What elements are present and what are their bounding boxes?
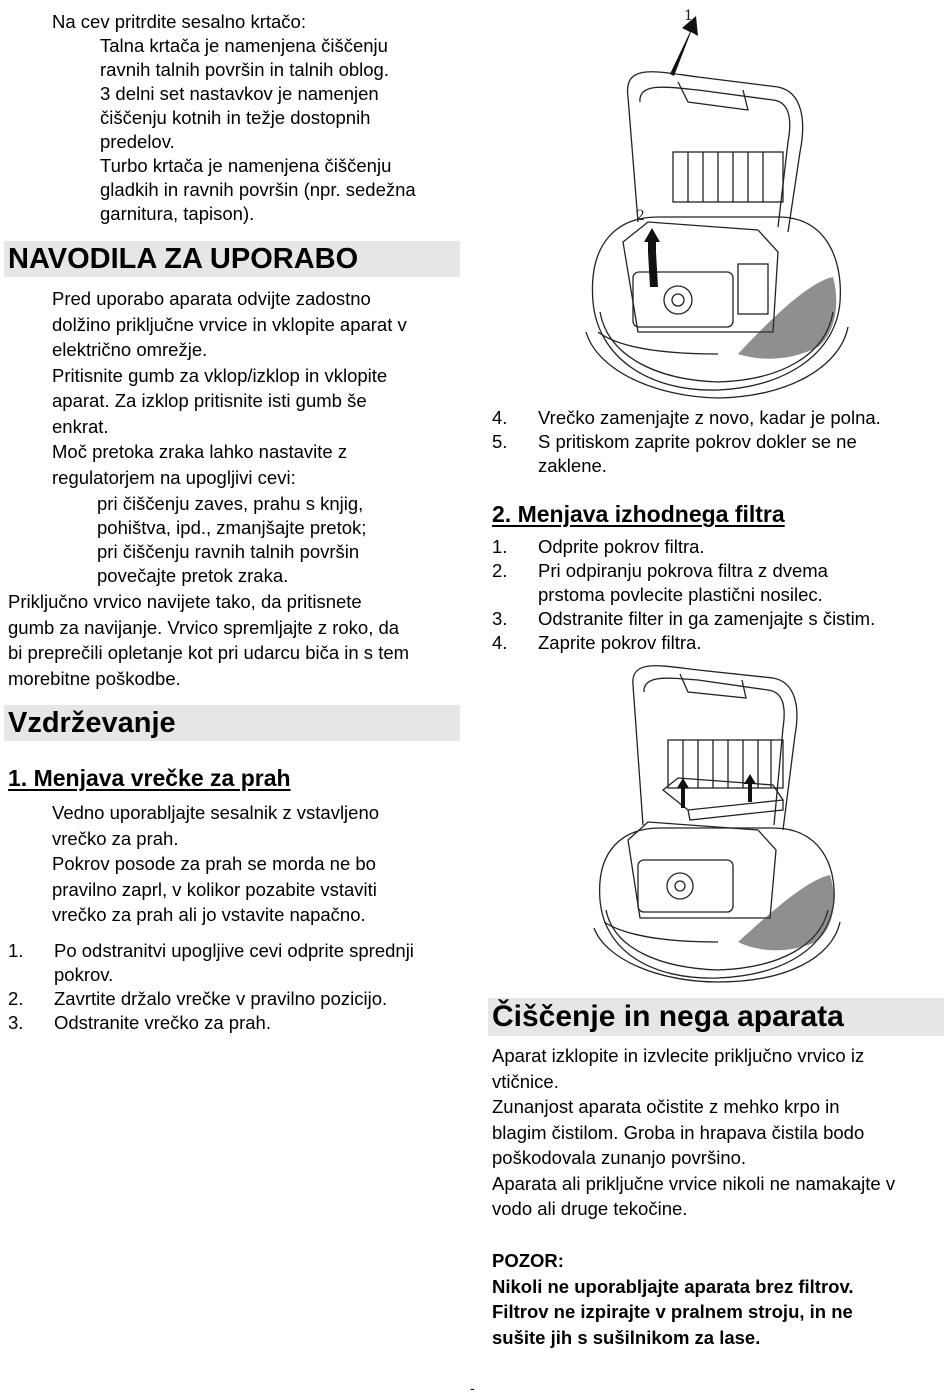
step-number: 3. (492, 608, 508, 629)
page-number: - (470, 1380, 475, 1396)
text-line: Priključno vrvico navijete tako, da pritisnete (8, 591, 362, 612)
usage-text (52, 286, 407, 490)
text-line: Zunanjost aparata očistite z mehko krpo in (492, 1096, 840, 1117)
warning-title: POZOR: (492, 1250, 564, 1271)
text-line: Pokrov posode za prah se morda ne bo (52, 853, 376, 874)
text-line: sušite jih s sušilnikom za lase. (492, 1326, 761, 1348)
text-line: regulatorjem na upogljivi cevi: (52, 466, 296, 488)
step-number: 1. (8, 940, 24, 961)
arrow-label: 1 (684, 8, 693, 24)
step-number: 5. (492, 431, 508, 452)
intro-line: Na cev pritrdite sesalno krtačo: (52, 11, 306, 32)
step-number: 1. (492, 536, 508, 557)
text-line: prstoma povlecite plastični nosilec. (538, 584, 823, 605)
text-line: pohištva, ipd., zmanjšajte pretok; (97, 517, 367, 538)
warning-block (492, 1248, 854, 1350)
bag-heading: 1. Menjava vrečke za prah (8, 765, 291, 791)
text-line: Po odstranitvi upogljive cevi odprite sprednji (54, 940, 414, 961)
text-line: čiščenju kotnih in težje dostopnih (100, 107, 371, 128)
text-line: enkrat. (52, 415, 109, 437)
text-line: 3 delni set nastavkov je namenjen (100, 83, 379, 104)
step-number: 4. (492, 407, 508, 428)
text-line: Vedno uporabljajte sesalnik z vstavljeno (52, 802, 380, 823)
text-line: aparat. Za izklop pritisnite isti gumb še (52, 390, 367, 411)
text-line: dolžino priključne vrvice in vklopite aparat v (52, 313, 407, 335)
arrow-label: 2 (636, 208, 645, 224)
text-line: Vrečko zamenjajte z novo, kadar je polna. (538, 407, 881, 428)
filter-heading: 2. Menjava izhodnega filtra (492, 501, 785, 527)
text-line: vrečko za prah. (52, 827, 179, 849)
text-line: Turbo krtača je namenjena čiščenju (100, 155, 392, 176)
text-line: Moč pretoka zraka lahko nastavite z (52, 441, 348, 462)
step-number: 2. (8, 988, 24, 1009)
cleaning-heading: Čiščenje in nega aparata (488, 998, 944, 1036)
text-line: Odstranite filter in ga zamenjajte s čistim. (538, 608, 876, 629)
maintenance-heading: Vzdrževanje (4, 705, 460, 741)
text-line: Odprite pokrov filtra. (538, 536, 705, 557)
vacuum-filter-figure (588, 660, 848, 985)
text-line: pri čiščenju zaves, prahu s knjig, (97, 493, 364, 514)
text-line: gumb za navijanje. Vrvico spremljajte z roko, da (8, 616, 400, 638)
text-line: zaklene. (538, 455, 607, 476)
text-line: Zaprite pokrov filtra. (538, 632, 702, 653)
text-line: pravilno zaprl, v kolikor pozabite vstaviti (52, 878, 377, 900)
text-line: Aparata ali priključne vrvice nikoli ne namakajte v (492, 1172, 896, 1194)
step-number: 4. (492, 632, 508, 653)
text-line: Odstranite vrečko za prah. (54, 1012, 271, 1033)
text-line: gladkih in ravnih površin (npr. sedežna (100, 179, 416, 200)
step-number: 3. (8, 1012, 24, 1033)
text-line: Pri odpiranju pokrova filtra z dvema (538, 560, 828, 581)
text-line: Pred uporabo aparata odvijte zadostno (52, 288, 371, 309)
text-line: vtičnice. (492, 1070, 559, 1092)
text-line: pokrov. (54, 964, 114, 985)
text-line: vodo ali druge tekočine. (492, 1198, 688, 1219)
flow-settings (97, 492, 366, 588)
text-line: Nikoli ne uporabljajte aparata brez filtrov. (492, 1275, 854, 1297)
text-line: morebitne poškodbe. (8, 667, 181, 689)
cleaning-text (492, 1043, 895, 1222)
text-line: pri čiščenju ravnih talnih površin (97, 541, 360, 562)
text-line: S pritiskom zaprite pokrov dokler se ne (538, 431, 857, 452)
vacuum-bag-figure (578, 2, 858, 402)
step-number: 2. (492, 560, 508, 581)
text-line: vrečko za prah ali jo vstavite napačno. (52, 904, 366, 925)
text-line: povečajte pretok zraka. (97, 565, 289, 586)
text-line: poškodovala zunanjo površino. (492, 1147, 747, 1168)
brush-description (100, 34, 416, 226)
text-line: bi preprečili opletanje kot pri udarcu biča in s tem (8, 642, 410, 663)
text-line: Aparat izklopite in izvlecite priključno vrvico iz (492, 1045, 865, 1066)
usage-heading: NAVODILA ZA UPORABO (4, 241, 460, 277)
cord-text (8, 589, 409, 691)
text-line: garnitura, tapison). (100, 203, 255, 224)
text-line: Pritisnite gumb za vklop/izklop in vklopite (52, 364, 388, 386)
bag-text (52, 800, 379, 928)
text-line: ravnih talnih površin in talnih oblog. (100, 59, 389, 80)
text-line: Zavrtite držalo vrečke v pravilno pozicijo. (54, 988, 388, 1009)
text-line: blagim čistilom. Groba in hrapava čistila bodo (492, 1121, 865, 1143)
text-line: Talna krtača je namenjena čiščenju (100, 35, 388, 56)
text-line: Filtrov ne izpirajte v pralnem stroju, in ne (492, 1301, 853, 1322)
text-line: predelov. (100, 131, 175, 152)
text-line: električno omrežje. (52, 339, 208, 360)
